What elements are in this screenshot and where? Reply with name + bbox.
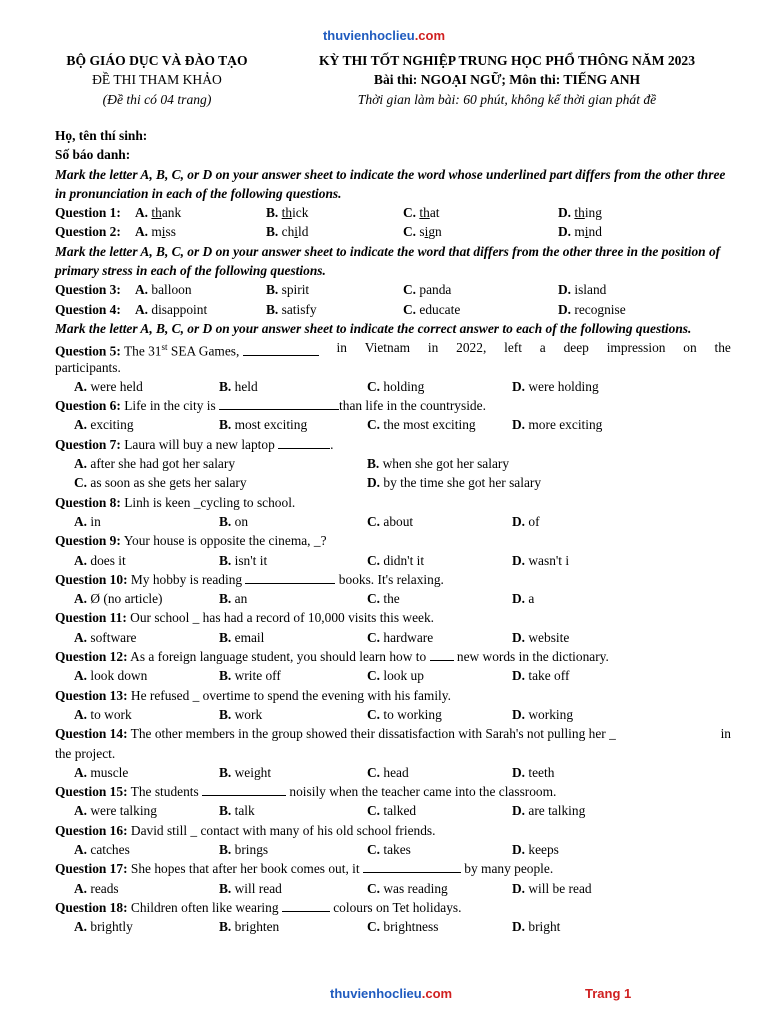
q17-option-a[interactable]: A. reads [74,880,119,896]
time-limit: Thời gian làm bài: 60 phút, không kể thời gian phát đề [357,91,657,107]
instruction-stress: Mark the letter A, B, C, or D on your answer sheet to indicate the word that differs from the other three in the position of primary stress in each of the following questions. [55,243,721,279]
q15-option-d[interactable]: D. are talking [512,803,586,819]
page-footer [0,986,768,1006]
q9-option-c[interactable]: C. didn't it [367,552,425,568]
q1-option-c[interactable]: C. that [403,205,440,221]
instruction-pronunciation: Mark the letter A, B, C, or D on your answer sheet to indicate the word whose underlined part differs from the other three in pronunciation in each of the following questions. [55,166,726,201]
q11-option-d[interactable]: D. website [512,629,570,645]
exam-type: ĐỀ THI THAM KHẢO [92,72,222,88]
q12-option-c[interactable]: C. look up [367,668,424,684]
q7-option-d[interactable]: D. by the time she got her salary [367,475,542,491]
q16-option-b[interactable]: B. brings [219,841,269,857]
question-8-stem: Question 8: Linh is keen _cycling to school. [55,494,296,510]
exam-title: KỲ THI TỐT NGHIỆP TRUNG HỌC PHỔ THÔNG NĂM 2023 [318,52,696,68]
q16-option-a[interactable]: A. catches [74,841,130,857]
q7-option-c[interactable]: C. as soon as she gets her salary [74,475,247,491]
question-11-stem: Question 11: Our school _ has had a record of 10,000 visits this week. [55,610,434,626]
q8-option-b[interactable]: B. on [219,513,249,529]
question-13-options [55,705,731,724]
q10-option-c[interactable]: C. the [367,591,400,607]
q15-option-b[interactable]: B. talk [219,803,255,819]
question-1: Question 1: A. thank B. thick C. that D. thing [55,203,731,222]
q15-option-c[interactable]: C. talked [367,803,417,819]
q13-option-a[interactable]: A. to work [74,706,132,722]
q7-blank [278,436,330,449]
q2-option-c[interactable]: C. sign [403,224,442,240]
q18-option-d[interactable]: D. bright [512,919,561,935]
question-16-options [55,840,731,859]
q8-option-d[interactable]: D. of [512,513,540,529]
q12-option-a[interactable]: A. look down [74,668,148,684]
q7-option-a[interactable]: A. after she had got her salary [74,456,236,472]
q3-option-a[interactable]: A. balloon [135,282,192,298]
q3-option-b[interactable]: B. spirit [266,282,310,298]
q17-option-d[interactable]: D. will be read [512,880,592,896]
page-number: Trang 1 [585,986,632,1001]
question-14-stem-line2: the project. [55,745,116,761]
q12-blank [430,648,454,661]
q5-option-a[interactable]: A. were held [74,378,143,394]
site-watermark: thuvienhoclieu.com [322,28,446,43]
question-5-stem-line2: participants. [55,359,121,375]
q16-option-d[interactable]: D. keeps [512,841,559,857]
q5-blank [243,343,319,356]
exam-header [38,51,738,110]
q11-option-b[interactable]: B. email [219,629,265,645]
page-count: (Đề thi có 04 trang) [102,91,212,107]
q1-option-a[interactable]: A. thank [135,205,182,221]
instruction-correct-answer: Mark the letter A, B, C, or D on your answer sheet to indicate the correct answer to each of the following questions. [55,320,692,336]
question-9-stem: Question 9: Your house is opposite the cinema, _? [55,533,327,549]
q15-option-a[interactable]: A. were talking [74,803,157,819]
q10-option-b[interactable]: B. an [219,591,248,607]
question-6-stem: Question 6: Life in the city is than life in the countryside. [55,398,486,414]
q8-option-c[interactable]: C. about [367,513,414,529]
question-16-stem: Question 16: David still _ contact with many of his old school friends. [55,822,436,838]
question-6-options [55,415,731,434]
q4-option-a[interactable]: A. disappoint [135,301,208,317]
q10-option-a[interactable]: A. Ø (no article) [74,591,163,607]
q5-option-b[interactable]: B. held [219,378,258,394]
q6-option-c[interactable]: C. the most exciting [367,417,476,433]
q4-option-c[interactable]: C. educate [403,301,461,317]
q7-option-b[interactable]: B. when she got her salary [367,456,510,472]
question-5-options [55,377,731,396]
q5-option-c[interactable]: C. holding [367,378,425,394]
q11-option-c[interactable]: C. hardware [367,629,434,645]
question-12-stem: Question 12: As a foreign language student, you should learn how to new words in the dictionary. [55,649,609,665]
q6-option-a[interactable]: A. exciting [74,417,134,433]
question-14-stem: Question 14: The other members in the group showed their dissatisfaction with Sarah's not pulling her _ in [55,726,731,742]
q2-option-b[interactable]: B. child [266,224,309,240]
question-15-stem: Question 15: The students noisily when the teacher came into the classroom. [55,784,557,800]
q17-blank [363,860,461,873]
q18-blank [282,899,330,912]
question-14-options [55,763,731,782]
q9-option-b[interactable]: B. isn't it [219,552,268,568]
student-id-label: Số báo danh: [55,147,131,163]
exam-content [55,126,731,936]
q2-option-d[interactable]: D. mind [558,224,602,240]
q10-option-d[interactable]: D. a [512,591,535,607]
q3-option-c[interactable]: C. panda [403,282,452,298]
question-12-options [55,666,731,685]
q14-option-a[interactable]: A. muscle [74,764,129,780]
q5-option-d[interactable]: D. were holding [512,378,599,394]
question-18-stem: Question 18: Children often like wearing colours on Tet holidays. [55,899,462,915]
q13-option-b[interactable]: B. work [219,706,263,722]
q6-option-b[interactable]: B. most exciting [219,417,308,433]
q13-option-d[interactable]: D. working [512,706,574,722]
q18-option-a[interactable]: A. brightly [74,919,133,935]
footer-site: thuvienhoclieu.com [330,986,453,1001]
question-7-stem: Question 7: Laura will buy a new laptop . [55,436,334,452]
q2-option-a[interactable]: A. miss [135,224,176,240]
question-10-stem: Question 10: My hobby is reading books. It's relaxing. [55,571,444,587]
q17-option-c[interactable]: C. was reading [367,880,448,896]
question-17-options [55,879,731,898]
q12-option-b[interactable]: B. write off [219,668,281,684]
q4-option-b[interactable]: B. satisfy [266,301,317,317]
q10-blank [245,571,335,584]
question-8-options [55,512,731,531]
question-9-options [55,551,731,570]
question-11-options [55,628,731,647]
q14-option-b[interactable]: B. weight [219,764,272,780]
q1-option-d[interactable]: D. thing [558,205,602,221]
q9-option-d[interactable]: D. wasn't i [512,552,570,568]
q18-option-c[interactable]: C. brightness [367,919,439,935]
q3-option-d[interactable]: D. island [558,282,607,298]
question-13-stem: Question 13: He refused _ overtime to spend the evening with his family. [55,687,451,703]
question-2: Question 2: A. miss B. child C. sign D. mind [55,222,731,241]
q15-blank [202,783,286,796]
q4-option-d[interactable]: D. recognise [558,301,626,317]
q11-option-a[interactable]: A. software [74,629,137,645]
q1-option-b[interactable]: B. thick [266,205,309,221]
ministry-name: BỘ GIÁO DỤC VÀ ĐÀO TẠO [66,52,248,68]
question-7-options-row2 [55,473,731,492]
question-17-stem: Question 17: She hopes that after her book comes out, it by many people. [55,861,554,877]
question-18-options [55,917,731,936]
q6-blank [219,397,339,410]
question-3: Question 3: A. balloon B. spirit C. panda D. island [55,280,731,299]
question-7-options-row1 [55,454,731,473]
student-name-label: Họ, tên thí sinh: [55,128,148,143]
q12-option-d[interactable]: D. take off [512,668,570,684]
q13-option-c[interactable]: C. to working [367,706,442,722]
q16-option-c[interactable]: C. takes [367,841,411,857]
q9-option-a[interactable]: A. does it [74,552,126,568]
q18-option-b[interactable]: B. brighten [219,919,280,935]
exam-subject: Bài thi: NGOẠI NGỮ; Môn thi: TIẾNG ANH [373,72,641,88]
q17-option-b[interactable]: B. will read [219,880,282,896]
question-15-options [55,801,731,820]
q6-option-d[interactable]: D. more exciting [512,417,603,433]
question-10-options [55,589,731,608]
q8-option-a[interactable]: A. in [74,513,101,529]
question-5-stem: Question 5: The 31st SEA Games, in Vietnam in 2022, left a deep impression on the [55,340,731,359]
question-4: Question 4: A. disappoint B. satisfy C. educate D. recognise [55,300,731,319]
q14-option-d[interactable]: D. teeth [512,764,555,780]
q14-option-c[interactable]: C. head [367,764,409,780]
